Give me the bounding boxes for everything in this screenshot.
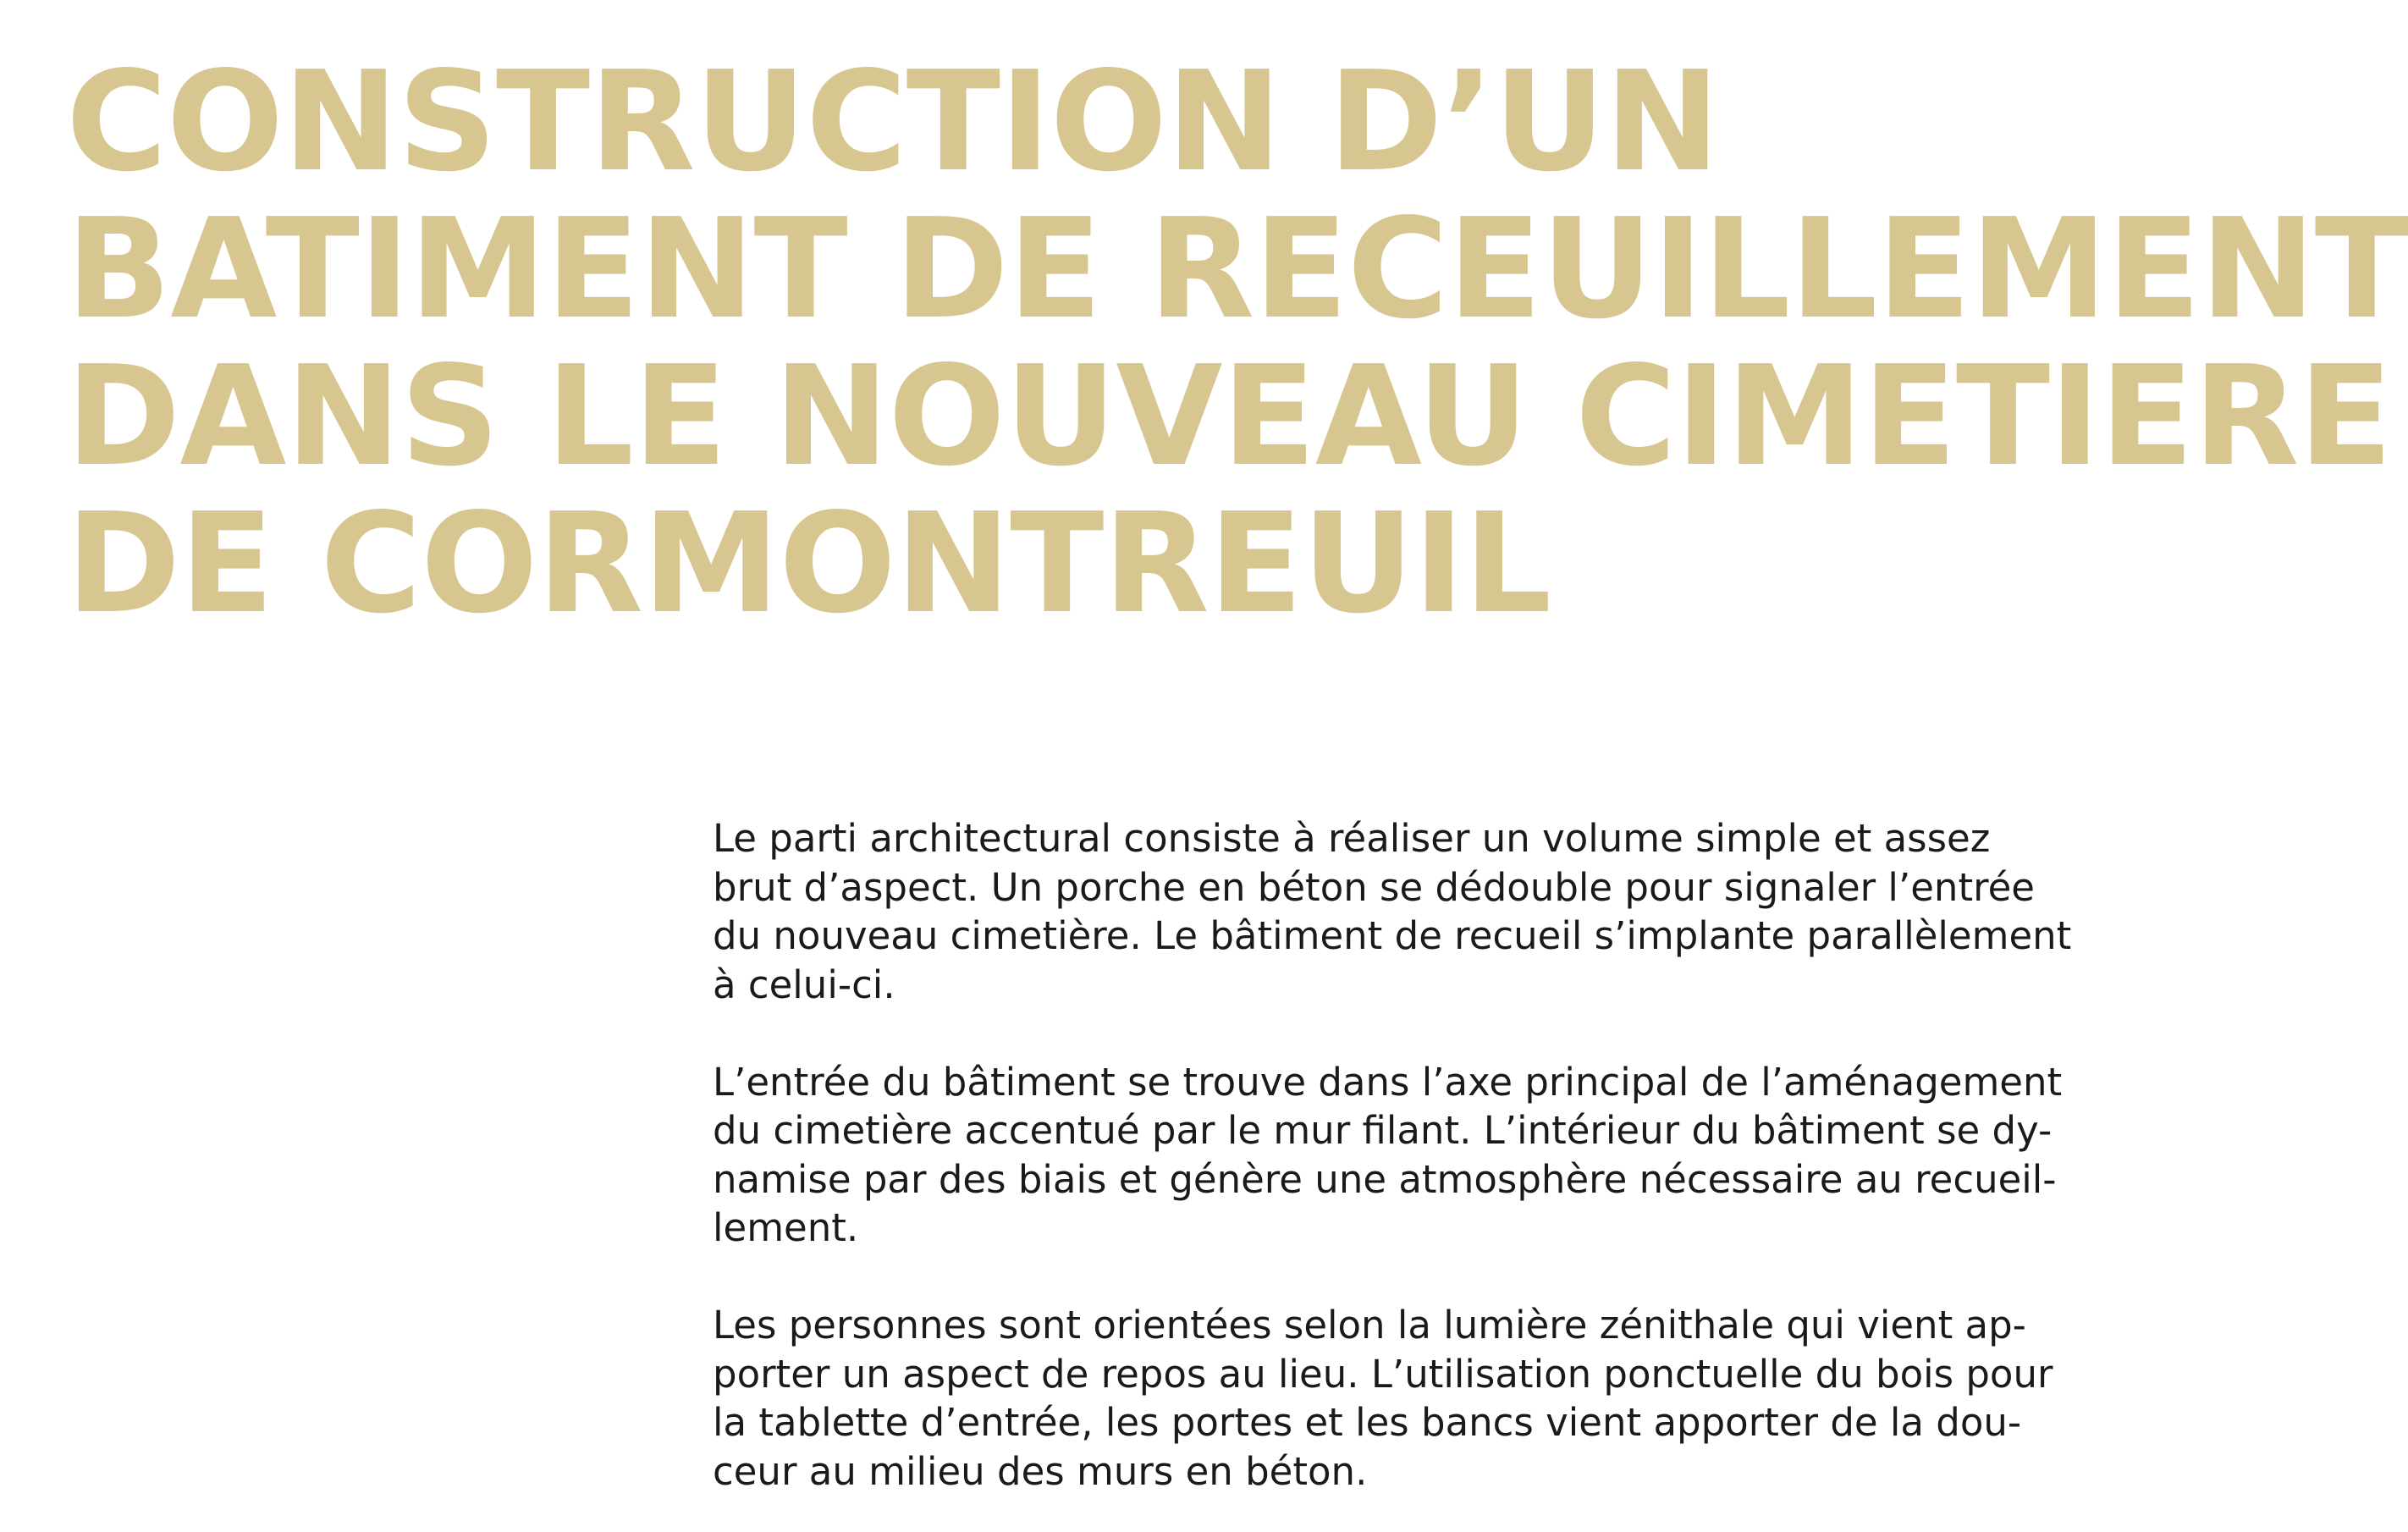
title-line-1: CONSTRUCTION D’UN	[66, 42, 1720, 202]
text-line: namise par des biais et génère une atmosphère nécessaire au recueil-	[713, 1156, 2057, 1202]
title-line-2: BATIMENT DE RECEUILLEMENT	[66, 190, 2408, 350]
text-line: Le parti architectural consiste à réaliser un volume simple et assez	[713, 816, 1991, 861]
text-line: Les personnes sont orientées selon la lumière zénithale qui vient ap-	[713, 1303, 2026, 1347]
text-line: brut d’aspect. Un porche en béton se dédouble pour signaler l’entrée	[713, 864, 2035, 910]
text-line: à celui-ci.	[713, 962, 895, 1007]
text-line: du cimetière accentué par le mur filant. L’intérieur du bâtiment se dy-	[713, 1108, 2053, 1153]
paragraph-light-and-materials	[713, 1301, 2118, 1496]
body-text	[713, 814, 2118, 1496]
title-line-4: DE CORMONTREUIL	[66, 484, 1551, 644]
text-line: du nouveau cimetière. Le bâtiment de recueil s’implante parallèlement	[713, 913, 2072, 958]
title-line-3: DANS LE NOUVEAU CIMETIERE	[66, 337, 2392, 497]
paragraph-building-entrance	[713, 1058, 2118, 1253]
text-line: porter un aspect de repos au lieu. L’utilisation ponctuelle du bois pour	[713, 1351, 2053, 1397]
text-line: la tablette d’entrée, les portes et les bancs vient apporter de la dou-	[713, 1400, 2022, 1445]
text-line: L’entrée du bâtiment se trouve dans l’axe principal de l’aménagement	[713, 1059, 2063, 1105]
text-line: lement.	[713, 1205, 859, 1250]
paragraph-architectural-approach	[713, 814, 2118, 1009]
text-line: ceur au milieu des murs en béton.	[713, 1448, 1368, 1494]
page-title	[66, 42, 2408, 644]
